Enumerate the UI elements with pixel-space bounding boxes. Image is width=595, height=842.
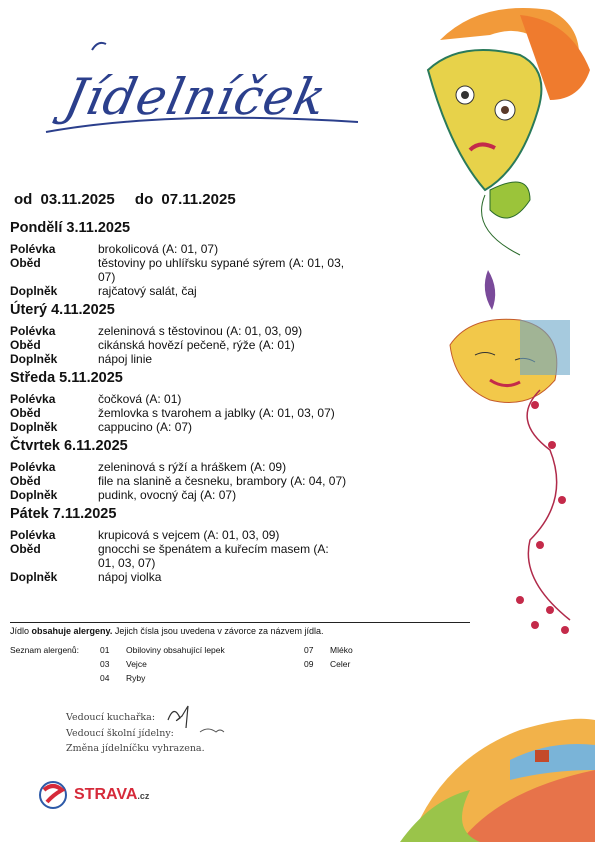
berry-branch — [527, 390, 570, 620]
face-shape — [428, 50, 541, 190]
soup-value: zeleninová s těstovinou (A: 01, 03, 09) — [98, 324, 303, 338]
main-value: těstoviny po uhlířsku sypané sýrem (A: 01, 03, 07) — [98, 256, 345, 284]
note-pre: Jídlo — [10, 626, 32, 636]
main-value: cikánská hovězí pečeně, rýže (A: 01) — [98, 338, 295, 352]
note-bold: obsahuje alergeny. — [31, 626, 113, 636]
soup-row — [10, 528, 370, 542]
menu-change-note: Změna jídelníčku vyhrazena. — [66, 743, 205, 754]
period-from-label: od — [14, 191, 33, 208]
main-label: Oběd — [10, 542, 41, 556]
extra-label: Doplněk — [10, 570, 58, 584]
strava-logo — [38, 780, 149, 810]
extra-label: Doplněk — [10, 488, 58, 502]
allergen-code: 07 — [304, 645, 314, 655]
soup-label: Polévka — [10, 242, 56, 256]
extra-row — [10, 570, 370, 584]
day-monday — [10, 220, 370, 298]
main-value: gnocchi se špenátem a kuřecím masem (A: 01, 03, 07) — [98, 542, 329, 570]
period-from-date: 03.11.2025 — [40, 191, 115, 208]
main-label: Oběd — [10, 256, 41, 270]
day-thursday — [10, 438, 370, 502]
pattern-block — [520, 320, 570, 375]
period-to-date: 07.11.2025 — [161, 191, 236, 208]
allergen-code: 01 — [100, 645, 110, 655]
soup-row — [10, 460, 370, 474]
main-value: žemlovka s tvarohem a jablky (A: 01, 03, 07) — [98, 406, 335, 420]
allergen-note — [10, 626, 323, 636]
main-row — [10, 338, 370, 352]
day-title: Čtvrtek 6.11.2025 — [10, 438, 128, 454]
menu-period — [14, 191, 240, 208]
soup-label: Polévka — [10, 324, 56, 338]
allergen-code: 04 — [100, 673, 110, 683]
extra-label: Doplněk — [10, 284, 58, 298]
main-row — [10, 542, 370, 570]
extra-value: rajčatový salát, čaj — [98, 284, 197, 298]
day-wednesday — [10, 370, 370, 434]
extra-value: nápoj linie — [98, 352, 153, 366]
soup-value: zeleninová s rýží a hráškem (A: 09) — [98, 460, 287, 474]
extra-row — [10, 352, 370, 366]
extra-row — [10, 488, 370, 502]
day-friday — [10, 506, 370, 584]
main-label: Oběd — [10, 338, 41, 352]
main-value: file na slanině a česneku, brambory (A: 04, 07) — [98, 474, 347, 488]
logo-brand: STRAVA — [74, 786, 138, 803]
soup-label: Polévka — [10, 460, 56, 474]
allergen-name: Mléko — [330, 645, 353, 655]
extra-label: Doplněk — [10, 420, 58, 434]
menu-days — [10, 220, 370, 588]
handwritten-signature — [160, 698, 230, 738]
page-title: Jídelníček — [59, 68, 332, 126]
allergen-code: 09 — [304, 659, 314, 669]
day-title: Pátek 7.11.2025 — [10, 506, 117, 522]
signature-manager: Vedoucí školní jídelny: — [66, 728, 174, 739]
day-tuesday — [10, 302, 370, 366]
soup-label: Polévka — [10, 528, 56, 542]
soup-row — [10, 242, 370, 256]
main-row — [10, 406, 370, 420]
soup-label: Polévka — [10, 392, 56, 406]
strava-logo-text — [74, 786, 149, 804]
leaf-shape — [490, 182, 530, 218]
allergen-name: Ryby — [126, 673, 146, 683]
extra-value: pudink, ovocný čaj (A: 07) — [98, 488, 237, 502]
allergen-list-label: Seznam alergenů: — [10, 645, 79, 655]
allergen-code: 03 — [100, 659, 110, 669]
allergen-name: Obiloviny obsahující lepek — [126, 645, 225, 655]
day-title: Úterý 4.11.2025 — [10, 302, 115, 318]
main-row — [10, 474, 370, 488]
flame-shape — [485, 270, 495, 310]
extra-label: Doplněk — [10, 352, 58, 366]
logo-suffix: .cz — [137, 791, 150, 801]
main-label: Oběd — [10, 474, 41, 488]
day-title: Středa 5.11.2025 — [10, 370, 123, 386]
main-label: Oběd — [10, 406, 41, 420]
soup-row — [10, 392, 370, 406]
soup-value: krupicová s vejcem (A: 01, 03, 09) — [98, 528, 280, 542]
period-to-label: do — [134, 191, 154, 208]
decorative-illustration — [400, 0, 595, 842]
extra-value: nápoj violka — [98, 570, 162, 584]
soup-value: čočková (A: 01) — [98, 392, 182, 406]
house-shape — [535, 750, 549, 762]
strava-logo-icon — [38, 780, 68, 810]
soup-value: brokolicová (A: 01, 07) — [98, 242, 219, 256]
extra-value: cappucino (A: 07) — [98, 420, 193, 434]
note-post: Jejich čísla jsou uvedena v závorce za názvem jídla. — [112, 626, 324, 636]
extra-row — [10, 420, 370, 434]
allergen-name: Celer — [330, 659, 351, 669]
day-title: Pondělí 3.11.2025 — [10, 220, 131, 236]
allergen-name: Vejce — [126, 659, 147, 669]
page-title-block — [28, 30, 368, 140]
signature-cook: Vedoucí kuchařka: — [66, 712, 156, 723]
extra-row — [10, 284, 370, 298]
main-row — [10, 256, 370, 284]
soup-row — [10, 324, 370, 338]
